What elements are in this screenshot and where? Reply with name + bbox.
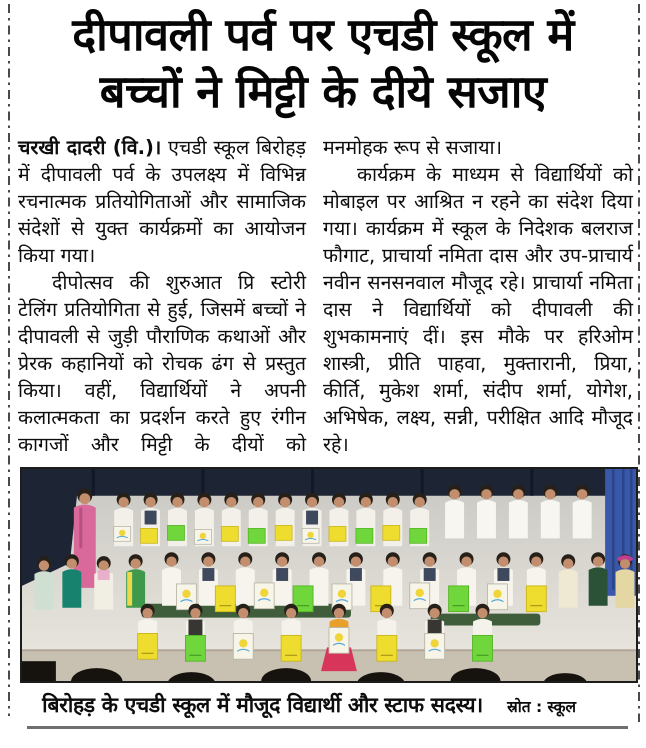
clip-border-left: [8, 4, 10, 716]
photo-credit: स्रोत : स्कूल: [507, 698, 576, 716]
article-body: [18, 134, 633, 458]
bottom-rule: [27, 726, 628, 729]
headline-line-2: बच्चों ने मिट्टी के दीये सजाए: [99, 65, 547, 118]
article-column-left: [18, 134, 306, 458]
paragraph-text: मनमोहक रूप से सजाया।: [323, 136, 502, 159]
article-column-right: [323, 134, 633, 458]
paragraph-text: कार्यक्रम के माध्यम से विद्यार्थियों को मोबाइल पर आश्रित न रहने का संदेश दिया गया। कार्यक्रम में स्कूल के निदेशक बलराज फौगाट, प्राचार्या नमिता दास और उप-प्राचार्य नवीन सनसनवाल मौजूद रहे। प्राचार्या नमिता दास ने विद्यार्थियों को दीपावली की शुभकामनाएं दीं। इस मौके पर हरिओम शास्त्री, प्रीति पाहवा, मुक्तारानी, प्रिया, कीर्ति, मुकेश शर्मा, संदीप शर्मा, योगेश, अभिषेक, लक्ष्य, सन्नी, परीक्षित आदि मौजूद रहे।: [323, 163, 633, 456]
clip-border-right: [638, 4, 640, 722]
paragraph-lead: [18, 134, 306, 269]
news-photo: [20, 467, 638, 683]
paragraph-text: एचडी स्कूल बिरोहड़ में दीपावली पर्व के उपलक्ष्य में विभिन्न रचनात्मक प्रतियोगिताओं और सामाजिक संदेशों से युक्त कार्यक्रमों का आयोजन किया गया।: [18, 136, 306, 267]
headline: [22, 6, 624, 120]
paragraph-text: दीपोत्सव की शुरुआत प्रि स्टोरी टेलिंग प्रतियोगिता से हुई, जिसमें बच्चों ने दीपावली से जुड़ी पौराणिक कथाओं और प्रेरक कहानियों को रोचक ढंग से प्रस्तुत किया। वहीं, विद्यार्थियों ने अपनी कलात्मकता का प्रदर्शन करते हुए रंगीन कागजों और मिट्टी के दीयों को: [18, 271, 306, 456]
news-photo-illustration: [22, 469, 636, 681]
photo-caption: बिरोहड़ के एचडी स्कूल में मौजूद विद्यार्थी और स्टाफ सदस्य।: [42, 693, 483, 717]
headline-line-1: दीपावली पर्व पर एचडी स्कूल में: [72, 8, 574, 61]
photo-caption-row: [30, 691, 576, 719]
dateline: चरखी दादरी (वि.)।: [18, 136, 162, 159]
teachers-right-group: [559, 552, 635, 607]
